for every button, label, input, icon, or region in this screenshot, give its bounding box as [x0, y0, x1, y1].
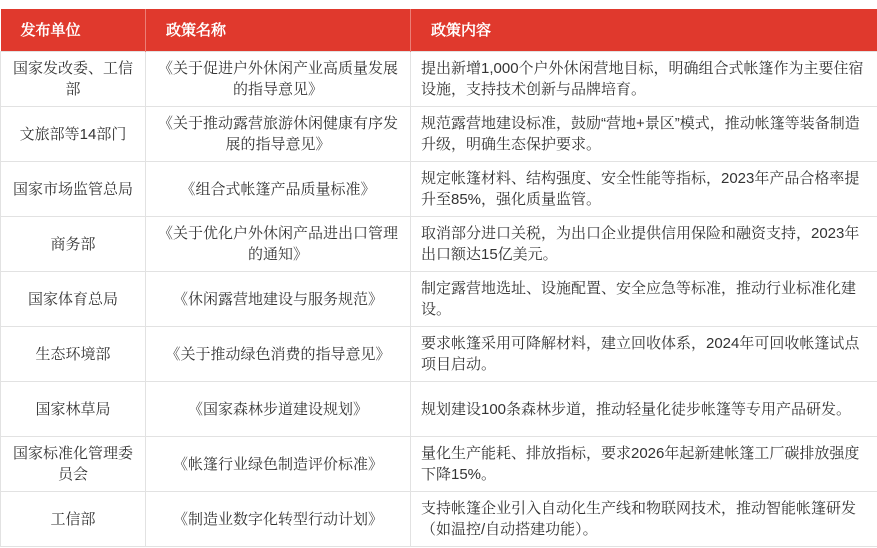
table-row	[1, 437, 877, 492]
header-row	[1, 10, 877, 52]
issuer-cell: 商务部	[1, 217, 146, 272]
policy-content-cell: 提出新增1,000个户外休闲营地目标，明确组合式帐篷作为主要住宿设施，支持技术创新与品牌培育。	[411, 52, 877, 107]
issuer-cell: 国家林草局	[1, 382, 146, 437]
policy-content-cell: 规定帐篷材料、结构强度、安全性能等指标，2023年产品合格率提升至85%，强化质量监管。	[411, 162, 877, 217]
table-row	[1, 162, 877, 217]
policy-name-cell: 《帐篷行业绿色制造评价标准》	[146, 437, 411, 492]
table-row	[1, 107, 877, 162]
policy-content-cell: 支持帐篷企业引入自动化生产线和物联网技术，推动智能帐篷研发（如温控/自动搭建功能）。	[411, 492, 877, 547]
policy-name-cell: 《关于推动绿色消费的指导意见》	[146, 327, 411, 382]
table-row	[1, 492, 877, 547]
policy-name-cell: 《关于优化户外休闲产品进出口管理的通知》	[146, 217, 411, 272]
table-row	[1, 327, 877, 382]
issuer-cell: 国家体育总局	[1, 272, 146, 327]
issuer-cell: 工信部	[1, 492, 146, 547]
header-issuer: 发布单位	[1, 10, 146, 52]
table-row	[1, 52, 877, 107]
header-policy-name: 政策名称	[146, 10, 411, 52]
table-header	[1, 10, 877, 52]
policy-content-cell: 制定露营地选址、设施配置、安全应急等标准，推动行业标准化建设。	[411, 272, 877, 327]
issuer-cell: 国家市场监管总局	[1, 162, 146, 217]
issuer-cell: 国家发改委、工信部	[1, 52, 146, 107]
issuer-cell: 生态环境部	[1, 327, 146, 382]
issuer-cell: 文旅部等14部门	[1, 107, 146, 162]
policy-name-cell: 《关于推动露营旅游休闲健康有序发展的指导意见》	[146, 107, 411, 162]
policy-name-cell: 《关于促进户外休闲产业高质量发展的指导意见》	[146, 52, 411, 107]
policy-content-cell: 要求帐篷采用可降解材料，建立回收体系，2024年可回收帐篷试点项目启动。	[411, 327, 877, 382]
policy-content-cell: 取消部分进口关税，为出口企业提供信用保险和融资支持，2023年出口额达15亿美元。	[411, 217, 877, 272]
policy-name-cell: 《组合式帐篷产品质量标准》	[146, 162, 411, 217]
policy-name-cell: 《国家森林步道建设规划》	[146, 382, 411, 437]
policy-content-cell: 规范露营地建设标准，鼓励“营地+景区”模式，推动帐篷等装备制造升级，明确生态保护要求。	[411, 107, 877, 162]
table-row	[1, 217, 877, 272]
table-body	[1, 52, 877, 547]
policy-content-cell: 规划建设100条森林步道，推动轻量化徒步帐篷等专用产品研发。	[411, 382, 877, 437]
policy-name-cell: 《休闲露营地建设与服务规范》	[146, 272, 411, 327]
issuer-cell: 国家标准化管理委员会	[1, 437, 146, 492]
header-policy-content: 政策内容	[411, 10, 877, 52]
table-row	[1, 272, 877, 327]
policy-table-container	[0, 9, 877, 547]
policy-table	[0, 9, 877, 547]
policy-content-cell: 量化生产能耗、排放指标，要求2026年起新建帐篷工厂碳排放强度下降15%。	[411, 437, 877, 492]
policy-name-cell: 《制造业数字化转型行动计划》	[146, 492, 411, 547]
table-row	[1, 382, 877, 437]
